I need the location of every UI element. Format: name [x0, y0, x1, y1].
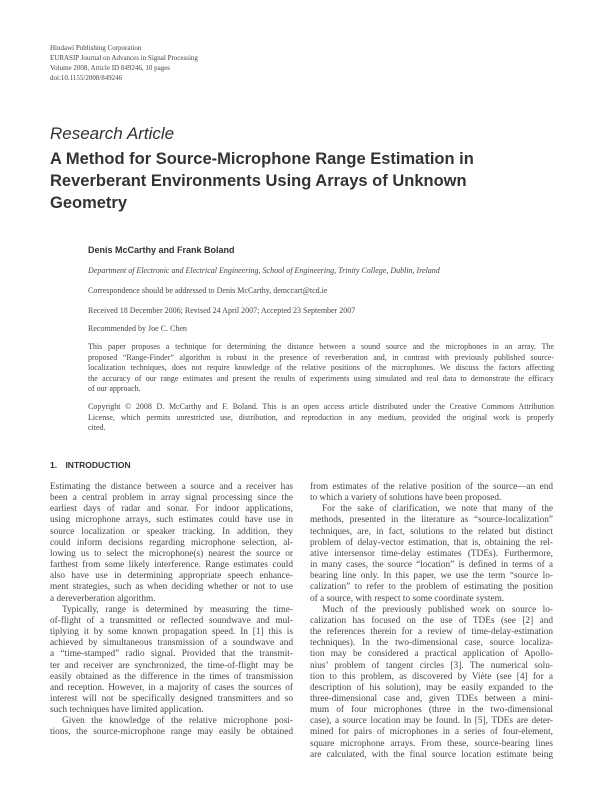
title-line: Geometry	[50, 194, 128, 212]
text-line: the references therein for a review of time-delay-estimation	[310, 627, 553, 638]
correspondence: Correspondence should be addressed to Denis McCarthy, demccart@tcd.ie	[88, 286, 328, 295]
text-line: ment strategies, such as when deciding whether or not to use	[50, 582, 293, 593]
text-line: in many cases, the source “location” is defined in terms of a	[310, 560, 553, 571]
text-line: mum of four microphones (three in the two-dimensional	[310, 705, 553, 716]
text-line: tiplying it by some known propagation speed. In [1] this is	[50, 627, 293, 638]
text-line: to which a variety of solutions have been proposed.	[310, 493, 502, 504]
text-line: localization techniques, does not require knowledge of the relative positions of the microphones. We discuss the factors affecting	[88, 363, 554, 373]
text-line: lowing us to select the microphone(s) nearest the source or	[50, 548, 293, 559]
text-line: techniques, are, in fact, solutions to the related but distinct	[310, 526, 553, 537]
title-line: Reverberant Environments Using Arrays of Unknown	[50, 172, 467, 190]
text-line: the accuracy of our range estimates and present the results of experiments using simulated and real data to demonstrate the efficacy	[88, 373, 554, 383]
section-heading: 1. INTRODUCTION	[50, 460, 131, 470]
right-column	[310, 482, 553, 761]
text-line: of a source, with respect to some coordinate system.	[310, 593, 505, 604]
text-line: achieved by simultaneous transmission of a soundwave and	[50, 638, 293, 649]
text-line: could inform decisions regarding microphone selection, al-	[50, 537, 293, 548]
text-line: and reception. However, in a majority of cases the sources of	[50, 682, 293, 693]
left-column	[50, 482, 293, 739]
text-line: methods, presented in the literature as “source-localization”	[310, 515, 553, 526]
text-line: License, which permits unrestricted use, distribution, and reproduction in any medium, provided the original work is properly	[88, 412, 554, 422]
doi-line: doi:10.1155/2008/849246	[50, 74, 123, 82]
text-line: three-dimensional case and, given TDEs between a mini-	[310, 693, 553, 704]
text-line: ative intersensor time-delay estimates (TDEs). Furthermore,	[310, 548, 553, 559]
text-line: ter and receiver are synchronized, the time-of-flight may be	[50, 660, 293, 671]
text-line: Given the knowledge of the relative microphone posi-	[62, 716, 293, 727]
article-type: Research Article	[50, 124, 175, 143]
text-line: using microphone arrays, such estimates could have use in	[50, 515, 293, 526]
text-line: interest will not be specifically designed transmitters and so	[50, 693, 293, 704]
publisher-line: Hindawi Publishing Corporation	[50, 44, 142, 52]
text-line: tions, the source-microphone range may easily be obtained	[50, 727, 293, 738]
text-line: nius’ problem of tangent circles [3]. The numerical solu-	[310, 660, 553, 671]
text-line: techniques). In the two-dimensional case, source localiza-	[310, 638, 553, 649]
text-line: Estimating the distance between a source and a receiver has	[50, 482, 293, 492]
affiliation: Department of Electronic and Electrical Engineering, School of Engineering, Trinity College, Dublin, Ireland	[88, 266, 440, 275]
text-line: been a central problem in array signal processing since the	[50, 493, 293, 504]
text-line: bearing line only. In this paper, we use the term “source lo-	[310, 571, 553, 582]
text-line: a “time-stamped” radio signal. Provided that the transmit-	[50, 649, 293, 660]
authors: Denis McCarthy and Frank Boland	[88, 245, 235, 255]
text-line: tion may be considered a practical application of Apollo-	[310, 649, 553, 660]
title-line: A Method for Source-Microphone Range Estimation in	[50, 150, 474, 168]
text-line: problem of delay-vector estimation, that is, obtaining the rel-	[310, 537, 553, 548]
text-line: square microphone arrays. From these, source-bearing lines	[310, 738, 553, 749]
text-line: such techniques have limited application.	[50, 705, 204, 716]
text-line: source localization or speaker tracking. In addition, they	[50, 526, 293, 537]
text-line: from estimates of the relative position of the source—an end	[310, 482, 553, 492]
recommended-by: Recommended by Joe C. Chen	[88, 324, 187, 333]
text-line: earliest days of radar and sonar. For indoor applications,	[50, 504, 293, 515]
paper-title	[50, 148, 530, 214]
text-line: of-flight of a transmitted or reflected soundwave and mul-	[50, 615, 293, 626]
dates: Received 18 December 2006; Revised 24 April 2007; Accepted 23 September 2007	[88, 306, 356, 315]
copyright	[88, 402, 554, 434]
text-line: are calculated, with the final source location estimate being	[310, 749, 553, 760]
text-line: cited.	[88, 423, 106, 433]
text-line: a dereverberation algorithm.	[50, 593, 156, 604]
text-line: tion to this problem, as discovered by Viète (see [4] for a	[310, 671, 553, 682]
text-line: farthest from some likely interference. Range estimates could	[50, 560, 293, 571]
abstract	[88, 342, 554, 395]
text-line: calization has focused on the use of TDEs (see [2] and	[310, 615, 553, 626]
text-line: For the sake of clarification, we note that many of the	[322, 504, 553, 515]
text-line: also have use in determining appropriate speech enhance-	[50, 571, 293, 582]
journal-line: EURASIP Journal on Advances in Signal Processing	[50, 54, 198, 62]
text-line: description of his solution), may be easily expanded to the	[310, 682, 553, 693]
text-line: This paper proposes a technique for determining the distance between a sound source and the microphones in an array. The	[88, 342, 554, 351]
text-line: proposed “Range-Finder” algorithm is robust in the presence of reverberation and, in contrast with previously published source-	[88, 352, 554, 362]
text-line: calization” to refer to the problem of estimating the position	[310, 582, 553, 593]
text-line: of our approach.	[88, 384, 141, 394]
text-line: easily obtained as the difference in the times of transmission	[50, 671, 293, 682]
text-line: Copyright © 2008 D. McCarthy and F. Boland. This is an open access article distributed under the Creative Commons Attribution	[88, 402, 554, 411]
text-line: Much of the previously published work on source lo-	[322, 604, 553, 615]
text-line: case), a source location may be found. In [5], TDEs are deter-	[310, 716, 553, 727]
journal-header	[50, 43, 198, 83]
volume-line: Volume 2008, Article ID 849246, 10 pages	[50, 64, 171, 72]
text-line: Typically, range is determined by measuring the time-	[62, 604, 293, 615]
text-line: mined for pairs of microphones in a series of four-element,	[310, 727, 553, 738]
